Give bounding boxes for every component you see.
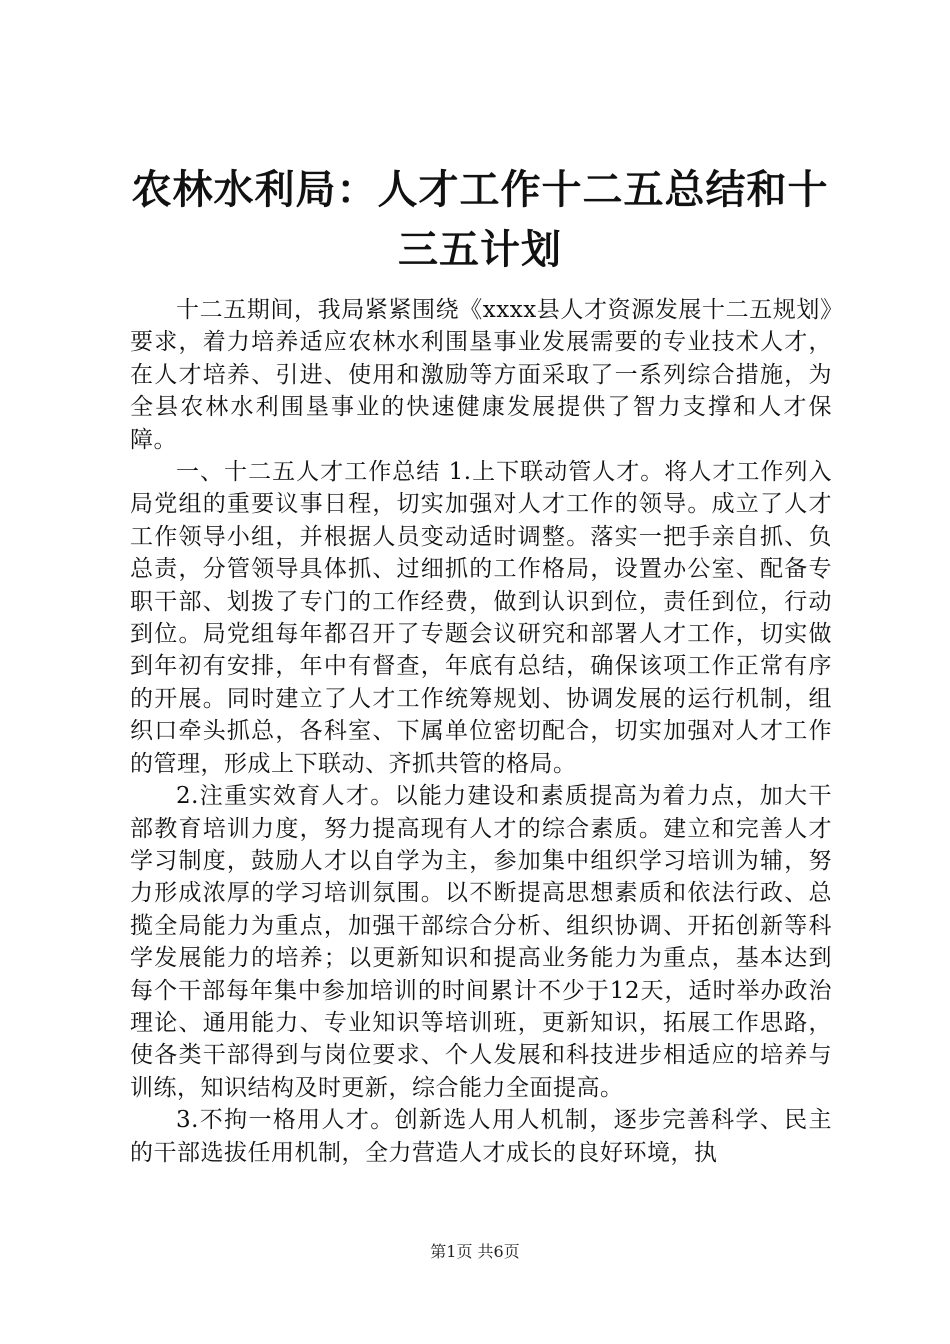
paragraph-section-3: 3.不拘一格用人才。创新选人用人机制，逐步完善科学、民主的干部选拔任用机制，全力营造人才成长的良好环境，执 [130, 1107, 832, 1166]
document-title: 农林水利局：人才工作十二五总结和十三五计划 [131, 167, 829, 273]
paragraph-section-1: 一、十二五人才工作总结 1.上下联动管人才。将人才工作列入局党组的重要议事日程，切实加强对人才工作的领导。成立了人才工作领导小组，并根据人员变动适时调整。落实一把手亲自抓、负总责，分管领导具体抓、过细抓的工作格局，设置办公室、配备专职干部、划拨了专门的工作经费，做到认识到位，责任到位，行动到位。局党组每年都召开了专题会议研究和部署人才工作，切实做到年初有安排，年中有督查，年底有总结，确保该项工作正常有序的开展。同时建立了人才工作统筹规划、协调发展的运行机制，组织口牵头抓总，各科室、下属单位密切配合，切实加强对人才工作的管理，形成上下联动、齐抓共管的格局。 [130, 459, 832, 777]
paragraph-intro: 十二五期间，我局紧紧围绕《xxxx县人才资源发展十二五规划》要求，着力培养适应农林水利围垦事业发展需要的专业技术人才，在人才培养、引进、使用和激励等方面采取了一系列综合措施，为全县农林水利围垦事业的快速健康发展提供了智力支撑和人才保障。 [130, 297, 832, 453]
page-footer: 第1页 共6页 [430, 1242, 520, 1261]
paragraph-section-2: 2.注重实效育人才。以能力建设和素质提高为着力点，加大干部教育培训力度，努力提高现有人才的综合素质。建立和完善人才学习制度，鼓励人才以自学为主，参加集中组织学习培训为辅，努力形成浓厚的学习培训氛围。以不断提高思想素质和依法行政、总揽全局能力为重点，加强干部综合分析、组织协调、开拓创新等科学发展能力的培养；以更新知识和提高业务能力为重点，基本达到每个干部每年集中参加培训的时间累计不少于12天，适时举办政治理论、通用能力、专业知识等培训班，更新知识，拓展工作思路，使各类干部得到与岗位要求、个人发展和科技进步相适应的培养与训练，知识结构及时更新，综合能力全面提高。 [130, 783, 832, 1101]
document-body [130, 294, 832, 1169]
